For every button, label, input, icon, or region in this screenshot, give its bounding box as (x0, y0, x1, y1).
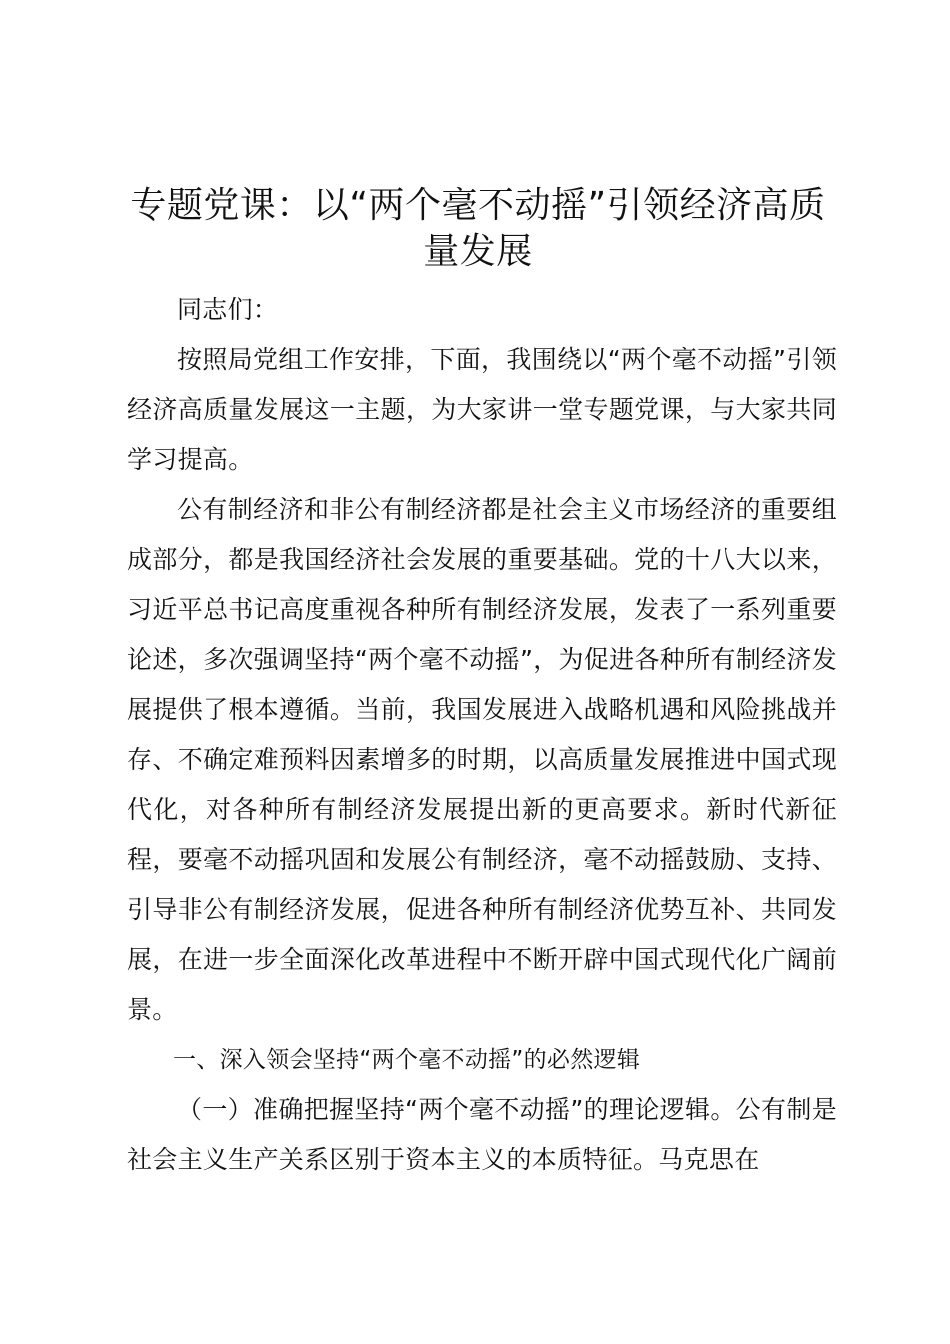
overview-paragraph: 公有制经济和非公有制经济都是社会主义市场经济的重要组成部分，都是我国经济社会发展的重要基础。党的十八大以来，习近平总书记高度重视各种所有制经济发展，发表了一系列重要论述，多次强调坚持“两个毫不动摇”，为促进各种所有制经济发展提供了根本遵循。当前，我国发展进入战略机遇和风险挑战并存、不确定难预料因素增多的时期，以高质量发展推进中国式现代化，对各种所有制经济发展提出新的更高要求。新时代新征程，要毫不动摇巩固和发展公有制经济，毫不动摇鼓励、支持、引导非公有制经济发展，促进各种所有制经济优势互补、共同发展，在进一步全面深化改革进程中不断开辟中国式现代化广阔前景。 (127, 495, 837, 1024)
section-heading: 一、深入领会坚持“两个毫不动摇”的必然逻辑 (173, 1047, 641, 1073)
document-title: 专题党课：以“两个毫不动摇”引领经济高质量发展 (130, 185, 826, 272)
subsection-paragraph: （一）准确把握坚持“两个毫不动摇”的理论逻辑。公有制是社会主义生产关系区别于资本主义的本质特征。马克思在 (127, 1095, 837, 1174)
document-body (127, 285, 837, 1185)
salutation-paragraph: 同志们： (177, 295, 279, 324)
intro-paragraph: 按照局党组工作安排，下面，我围绕以“两个毫不动摇”引领经济高质量发展这一主题，为大家讲一堂专题党课，与大家共同学习提高。 (127, 345, 837, 474)
